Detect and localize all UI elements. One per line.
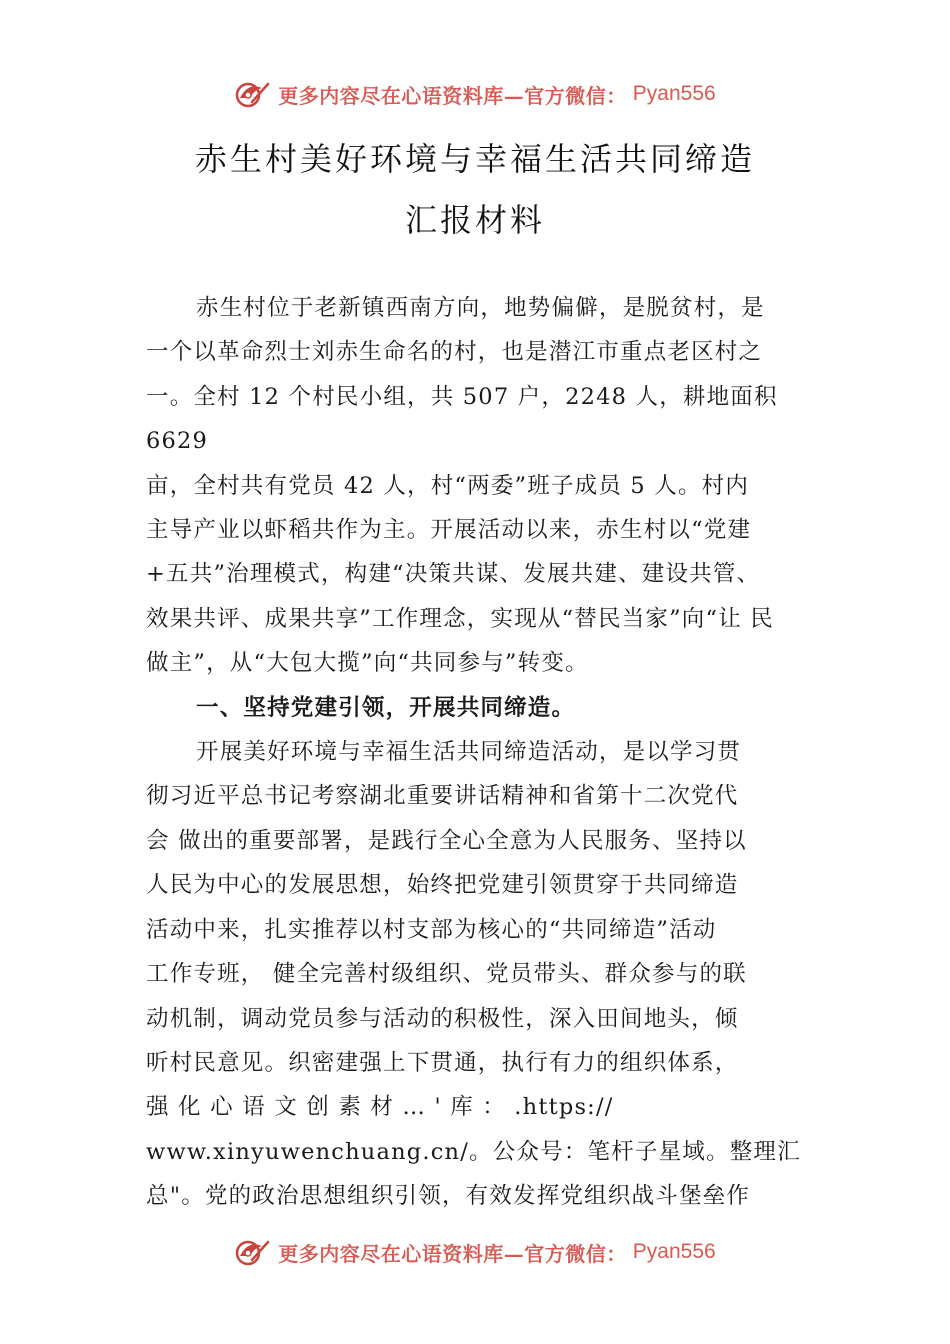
text-line: 会 做出的重要部署，是践行全心全意为人民服务、坚持以 — [146, 827, 747, 854]
watermark-text: 更多内容尽在心语资料库—官方微信： — [278, 1241, 627, 1266]
document-subtitle: 汇报材料 — [404, 201, 545, 239]
paragraph-intro — [146, 286, 806, 686]
text-line: 工作专班， 健全完善村级组织、党员带头、群众参与的联 — [146, 961, 747, 988]
watermark-handle: Pyan556 — [632, 1240, 716, 1263]
text-line: 动机制，调动党员参与活动的积极性，深入田间地头，倾 — [146, 1005, 739, 1032]
text-line: 做主”，从“大包大揽”向“共同参与”转变。 — [146, 650, 589, 677]
text-line: 人民为中心的发展思想，始终把党建引领贯穿于共同缔造 — [146, 872, 739, 899]
watermark-header — [0, 74, 950, 114]
text-line: 6629 — [146, 428, 209, 455]
watermark-footer — [0, 1232, 950, 1272]
text-line: 彻习近平总书记考察湖北重要讲话精神和省第十二次党代 — [146, 783, 739, 810]
text-line: 一个以革命烈士刘赤生命名的村，也是潜江市重点老区村之 — [146, 339, 763, 366]
text-line: +五共”治理模式，构建“决策共谋、发展共建、建设共管、 — [146, 561, 761, 588]
text-line: 活动中来，扎实推荐以村支部为核心的“共同缔造”活动 — [146, 916, 717, 943]
text-line: 总"。党的政治思想组织引领，有效发挥党组织战斗堡垒作 — [146, 1183, 751, 1210]
text-line: 一。全村 12 个村民小组，共 507 户，2248 人，耕地面积 — [146, 383, 778, 410]
watermark-text: 更多内容尽在心语资料库—官方微信： — [278, 83, 627, 108]
text-line: 开展美好环境与幸福生活共同缔造活动，是以学习贯 — [196, 739, 742, 766]
text-line: 听村民意见。织密建强上下贯通，执行有力的组织体系， — [146, 1049, 739, 1076]
watermark-logo-icon — [234, 1236, 272, 1268]
document-title: 赤生村美好环境与幸福生活共同缔造 — [194, 140, 755, 178]
watermark-logo-icon — [234, 78, 272, 110]
text-line: www.xinyuwenchuang.cn/。公众号：笔杆子星域。整理汇 — [146, 1138, 801, 1165]
paragraph-section-1 — [146, 730, 806, 1218]
text-line: 亩，全村共有党员 42 人，村“两委”班子成员 5 人。村内 — [146, 472, 750, 499]
watermark-handle: Pyan556 — [632, 82, 716, 105]
text-line: 强 化 心 语 文 创 素 材 … ' 库 ： .https:// — [146, 1094, 614, 1121]
section-heading: 一、坚持党建引领，开展共同缔造。 — [196, 694, 576, 721]
document-body — [146, 286, 806, 1219]
text-line: 效果共评、成果共享”工作理念，实现从“替民当家”向“让 民 — [146, 605, 774, 632]
text-line: 主导产业以虾稻共作为主。开展活动以来，赤生村以“党建 — [146, 517, 752, 544]
text-line: 赤生村位于老新镇西南方向，地势偏僻，是脱贫村，是 — [196, 295, 765, 321]
